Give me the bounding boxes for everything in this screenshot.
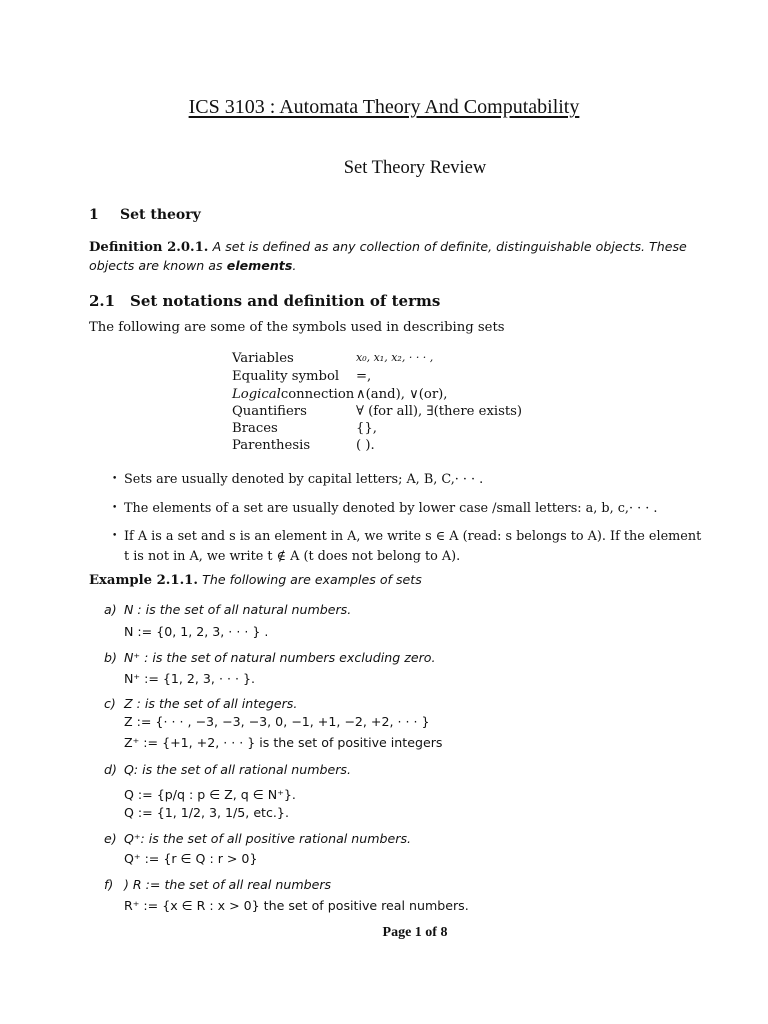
page-title: ICS 3103 : Automata Theory And Computability [188, 96, 580, 118]
item-head: Z : is the set of all integers. [124, 696, 298, 711]
bullet-dot-icon: • [112, 503, 118, 513]
item-head: Q: is the set of all rational numbers. [124, 762, 351, 777]
section-heading-2-1 [89, 292, 440, 310]
symbol-name: Braces [232, 421, 278, 436]
list-item [104, 877, 331, 892]
symbol-name: Logicalconnection [232, 387, 355, 402]
list-item [104, 762, 351, 777]
list-item [104, 650, 436, 665]
symbol-value: {}, [356, 421, 377, 436]
item-line: N⁺ := {1, 2, 3, · · · }. [124, 671, 255, 686]
section-number: 2.1 [89, 292, 116, 310]
symbol-value: =, [356, 369, 372, 384]
item-line: Q⁺ := {r ∈ Q : r > 0} [124, 851, 258, 866]
item-marker: b) [104, 650, 117, 665]
example-heading [89, 572, 422, 588]
definition-block [89, 238, 689, 276]
example-label: Example 2.1.1. [89, 573, 198, 588]
symbol-value: ( ). [356, 438, 375, 453]
item-head: Q⁺: is the set of all positive rational numbers. [124, 831, 412, 846]
symbol-name-italic: Logical [232, 387, 281, 402]
definition-emphasis: elements [226, 258, 293, 273]
item-head: ) R := the set of all real numbers [124, 877, 332, 892]
item-marker: f) [104, 877, 114, 892]
item-marker: d) [104, 762, 117, 777]
definition-text: A set is defined as any collection of definite, distinguishable objects. These objects are known as [89, 239, 687, 273]
item-marker: a) [104, 602, 117, 617]
bullet-item-continuation: t is not in A, we write t ∉ A (t does not belong to A). [124, 549, 461, 564]
example-text: The following are examples of sets [202, 572, 422, 587]
page-footer: Page 1 of 8 [382, 925, 448, 940]
item-marker: c) [104, 696, 116, 711]
symbol-name: Quantifiers [232, 404, 307, 419]
item-line: N := {0, 1, 2, 3, · · · } . [124, 624, 269, 639]
symbol-name: Parenthesis [232, 438, 311, 453]
symbol-value: x₀, x₁, x₂, · · · , [356, 351, 434, 364]
list-item [104, 831, 411, 846]
symbol-value: ∀ (for all), ∃(there exists) [356, 404, 523, 419]
item-head: N⁺ : is the set of natural numbers excluding zero. [124, 650, 436, 665]
symbol-name: Equality symbol [232, 369, 340, 384]
symbol-value: ∧(and), ∨(or), [356, 387, 448, 402]
item-marker: e) [104, 831, 117, 846]
page-subtitle: Set Theory Review [343, 158, 487, 178]
intro-text: The following are some of the symbols used in describing sets [89, 320, 505, 335]
item-head: N : is the set of all natural numbers. [124, 602, 352, 617]
bullet-item: • The elements of a set are usually denoted by lower case /small letters: a, b, c,· · · . [112, 498, 657, 519]
list-item [104, 602, 351, 617]
section-title: Set theory [120, 207, 201, 223]
item-line: R⁺ := {x ∈ R : x > 0} the set of positive real numbers. [124, 898, 469, 913]
item-line: Q := {p/q : p ∈ Z, q ∈ N⁺}. [124, 787, 296, 802]
section-title: Set notations and definition of terms [130, 292, 441, 310]
item-line: Z := {· · · , −3, −3, −3, 0, −1, +1, −2, +2, · · · } [124, 714, 430, 729]
section-number: 1 [89, 207, 99, 223]
symbol-name: Variables [232, 351, 294, 366]
bullet-dot-icon: • [112, 531, 118, 541]
definition-label: Definition 2.0.1. [89, 240, 209, 255]
bullet-item: • Sets are usually denoted by capital letters; A, B, C,· · · . [112, 469, 483, 490]
list-item [104, 696, 297, 711]
bullet-dot-icon: • [112, 474, 118, 484]
section-heading-1 [89, 207, 201, 223]
item-line: Z⁺ := {+1, +2, · · · } is the set of positive integers [124, 735, 443, 750]
definition-text-end: . [292, 258, 297, 273]
bullet-item: • If A is a set and s is an element in A, we write s ∈ A (read: s belongs to A). If the element [112, 526, 701, 547]
item-line: Q := {1, 1/2, 3, 1/5, etc.}. [124, 805, 289, 820]
